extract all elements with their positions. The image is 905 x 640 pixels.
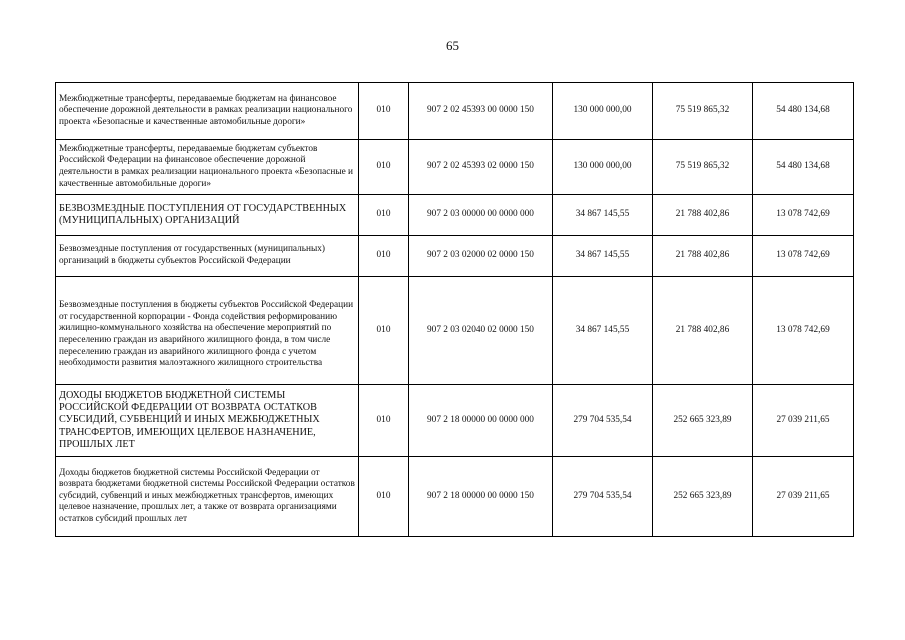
table-row (56, 140, 854, 195)
row-kbk-cell: 907 2 03 02040 02 0000 150 (409, 277, 553, 385)
row-name-cell: Безвозмездные поступления в бюджеты субъектов Российской Федерации от государственной корпорации - Фонда содействия реформированию жилищно-коммунального хозяйства на обеспечение мероприятий по переселению граждан из аварийного жилищного фонда, в том числе переселению граждан из аварийного жилищного фонда с учетом необходимости развития малоэтажного жилищного строительства (56, 277, 359, 385)
row-plan-cell: 279 704 535,54 (553, 457, 653, 537)
row-plan-cell: 279 704 535,54 (553, 385, 653, 457)
row-plan-cell: 34 867 145,55 (553, 195, 653, 236)
row-name-cell: Межбюджетные трансферты, передаваемые бюджетам на финансовое обеспечение дорожной деятельности в рамках реализации национального проекта «Безопасные и качественные автомобильные дороги» (56, 83, 359, 140)
row-name-cell: Межбюджетные трансферты, передаваемые бюджетам субъектов Российской Федерации на финансовое обеспечение дорожной деятельности в рамках реализации национального проекта «Безопасные и качественные автомобильные дороги» (56, 140, 359, 195)
row-plan-cell: 130 000 000,00 (553, 83, 653, 140)
row-plan-cell: 34 867 145,55 (553, 236, 653, 277)
row-name-cell: ДОХОДЫ БЮДЖЕТОВ БЮДЖЕТНОЙ СИСТЕМЫ РОССИЙСКОЙ ФЕДЕРАЦИИ ОТ ВОЗВРАТА ОСТАТКОВ СУБСИДИЙ, СУБВЕНЦИЙ И ИНЫХ МЕЖБЮДЖЕТНЫХ ТРАНСФЕРТОВ, ИМЕЮЩИХ ЦЕЛЕВОЕ НАЗНАЧЕНИЕ, ПРОШЛЫХ ЛЕТ (56, 385, 359, 457)
row-kbk-cell: 907 2 18 00000 00 0000 000 (409, 385, 553, 457)
row-name-cell: БЕЗВОЗМЕЗДНЫЕ ПОСТУПЛЕНИЯ ОТ ГОСУДАРСТВЕННЫХ (МУНИЦИПАЛЬНЫХ) ОРГАНИЗАЦИЙ (56, 195, 359, 236)
row-executed-cell: 252 665 323,89 (653, 385, 753, 457)
table-row (56, 277, 854, 385)
row-name-cell: Безвозмездные поступления от государственных (муниципальных) организаций в бюджеты субъектов Российской Федерации (56, 236, 359, 277)
row-code-cell: 010 (359, 277, 409, 385)
row-plan-cell: 130 000 000,00 (553, 140, 653, 195)
row-executed-cell: 21 788 402,86 (653, 195, 753, 236)
row-kbk-cell: 907 2 03 00000 00 0000 000 (409, 195, 553, 236)
budget-execution-table (55, 82, 854, 537)
row-kbk-cell: 907 2 02 45393 02 0000 150 (409, 140, 553, 195)
row-kbk-cell: 907 2 18 00000 00 0000 150 (409, 457, 553, 537)
row-code-cell: 010 (359, 457, 409, 537)
table-row (56, 385, 854, 457)
row-code-cell: 010 (359, 83, 409, 140)
row-remainder-cell: 27 039 211,65 (753, 385, 854, 457)
row-executed-cell: 21 788 402,86 (653, 236, 753, 277)
row-code-cell: 010 (359, 195, 409, 236)
row-remainder-cell: 27 039 211,65 (753, 457, 854, 537)
page-number: 65 (446, 38, 459, 53)
row-code-cell: 010 (359, 236, 409, 277)
table-row (56, 236, 854, 277)
row-code-cell: 010 (359, 140, 409, 195)
row-kbk-cell: 907 2 02 45393 00 0000 150 (409, 83, 553, 140)
table-row (56, 457, 854, 537)
row-remainder-cell: 13 078 742,69 (753, 236, 854, 277)
row-code-cell: 010 (359, 385, 409, 457)
row-plan-cell: 34 867 145,55 (553, 277, 653, 385)
row-executed-cell: 75 519 865,32 (653, 83, 753, 140)
table-row (56, 195, 854, 236)
table-row (56, 83, 854, 140)
row-kbk-cell: 907 2 03 02000 02 0000 150 (409, 236, 553, 277)
row-executed-cell: 21 788 402,86 (653, 277, 753, 385)
row-remainder-cell: 13 078 742,69 (753, 195, 854, 236)
row-executed-cell: 252 665 323,89 (653, 457, 753, 537)
row-remainder-cell: 54 480 134,68 (753, 83, 854, 140)
row-name-cell: Доходы бюджетов бюджетной системы Российской Федерации от возврата бюджетами бюджетной системы Российской Федерации остатков субсидий, субвенций и иных межбюджетных трансфертов, имеющих целевое назначение, прошлых лет, а также от возврата организациями остатков субсидий прошлых лет (56, 457, 359, 537)
row-executed-cell: 75 519 865,32 (653, 140, 753, 195)
row-remainder-cell: 13 078 742,69 (753, 277, 854, 385)
row-remainder-cell: 54 480 134,68 (753, 140, 854, 195)
